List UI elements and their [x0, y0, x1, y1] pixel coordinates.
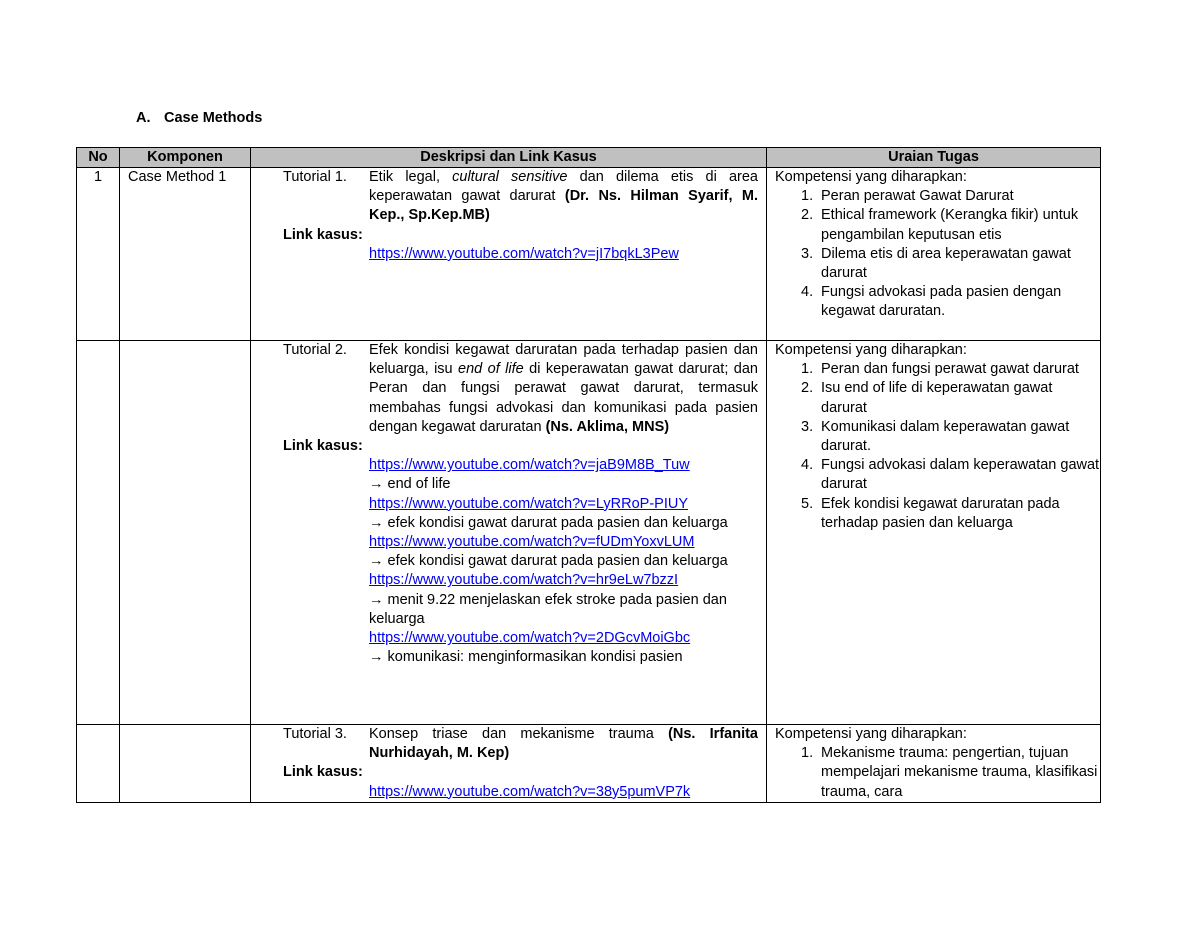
tutorial-label: Tutorial 1.	[283, 169, 347, 185]
header-no: No	[77, 148, 120, 168]
list-item: 2. Ethical framework (Kerangka fikir) untuk pengambilan keputusan etis	[801, 207, 1079, 243]
section-title: Case Methods	[164, 110, 263, 126]
case-link[interactable]: https://www.youtube.com/watch?v=fUDmYoxvLUM	[369, 534, 695, 551]
kompetensi-label: Kompetensi yang diharapkan:	[775, 169, 967, 185]
row-deskripsi	[251, 341, 767, 725]
row-no	[77, 341, 120, 725]
section-heading	[136, 110, 262, 126]
kompetensi-label: Kompetensi yang diharapkan:	[775, 342, 967, 358]
row-uraian	[767, 168, 1101, 341]
row-komponen	[120, 341, 251, 725]
case-link[interactable]: https://www.youtube.com/watch?v=hr9eLw7bzzI	[369, 572, 679, 589]
row-deskripsi	[251, 725, 767, 803]
link-kasus-label: Link kasus:	[283, 226, 363, 243]
link-kasus-label: Link kasus:	[283, 438, 363, 455]
tutorial-description: Etik legal, cultural sensitive dan dilema etis di area keperawatan gawat darurat (Dr. Ns. Hilman Syarif, M. Kep., Sp.Kep.MB)	[369, 169, 758, 224]
row-komponen	[120, 725, 251, 803]
tutorial-description: Efek kondisi kegawat daruratan pada terhadap pasien dan keluarga, isu end of life di keperawatan gawat darurat; dan Peran dan fungsi perawat gawat darurat, termasuk membahas fungsi advokasi dan komunikasi pada pasien dengan kegawat daruratan (Ns. Aklima, MNS)	[369, 342, 758, 435]
case-methods-table	[76, 147, 1101, 803]
link-note: → end of life	[369, 476, 451, 493]
list-item: 1. Peran dan fungsi perawat gawat darurat	[801, 361, 1079, 378]
list-item: 1. Mekanisme trauma: pengertian, tujuan mempelajari mekanisme trauma, klasifikasi trauma, cara	[801, 745, 1098, 800]
row-uraian	[767, 341, 1101, 725]
link-note: → efek kondisi gawat darurat pada pasien dan keluarga	[369, 514, 728, 531]
case-link[interactable]: https://www.youtube.com/watch?v=2DGcvMoiGbc	[369, 630, 691, 647]
case-link[interactable]: https://www.youtube.com/watch?v=jI7bqkL3Pew	[369, 245, 679, 262]
section-label: A.	[136, 110, 151, 126]
header-uraian: Uraian Tugas	[767, 148, 1101, 168]
link-kasus-label: Link kasus:	[283, 764, 363, 781]
row-uraian	[767, 725, 1101, 803]
link-note: → efek kondisi gawat darurat pada pasien dan keluarga	[369, 553, 728, 570]
list-item: 4. Fungsi advokasi dalam keperawatan gawat darurat	[801, 457, 1100, 493]
list-item: 3. Dilema etis di area keperawatan gawat darurat	[801, 245, 1071, 282]
header-komponen: Komponen	[120, 148, 251, 168]
list-item: 2. Isu end of life di keperawatan gawat darurat	[801, 380, 1053, 416]
row-no	[77, 725, 120, 803]
list-item: 3. Komunikasi dalam keperawatan gawat darurat.	[801, 418, 1070, 455]
case-link[interactable]: https://www.youtube.com/watch?v=38y5pumVP7k	[369, 783, 691, 800]
tutorial-description: Konsep triase dan mekanisme trauma (Ns. Irfanita Nurhidayah, M. Kep)	[369, 726, 758, 762]
link-note: → komunikasi: menginformasikan kondisi pasien	[369, 649, 683, 666]
row-no: 1	[77, 168, 120, 341]
case-link[interactable]: https://www.youtube.com/watch?v=LyRRoP-PIUY	[369, 495, 688, 512]
header-deskripsi: Deskripsi dan Link Kasus	[251, 148, 767, 168]
tutorial-label: Tutorial 3.	[283, 726, 347, 742]
tutorial-label: Tutorial 2.	[283, 342, 347, 358]
table-row	[77, 725, 1101, 803]
list-item: 5. Efek kondisi kegawat daruratan pada terhadap pasien dan keluarga	[801, 495, 1060, 531]
kompetensi-label: Kompetensi yang diharapkan:	[775, 726, 967, 742]
table-header-row	[77, 148, 1101, 168]
table-row	[77, 341, 1101, 725]
link-note: → menit 9.22 menjelaskan efek stroke pada pasien dan keluarga	[369, 591, 727, 627]
list-item: 1. Peran perawat Gawat Darurat	[801, 188, 1014, 205]
row-komponen: Case Method 1	[120, 168, 251, 341]
table-row	[77, 168, 1101, 341]
row-deskripsi	[251, 168, 767, 341]
case-link[interactable]: https://www.youtube.com/watch?v=jaB9M8B_Tuw	[369, 457, 690, 474]
list-item: 4. Fungsi advokasi pada pasien dengan kegawat daruratan.	[801, 284, 1062, 320]
